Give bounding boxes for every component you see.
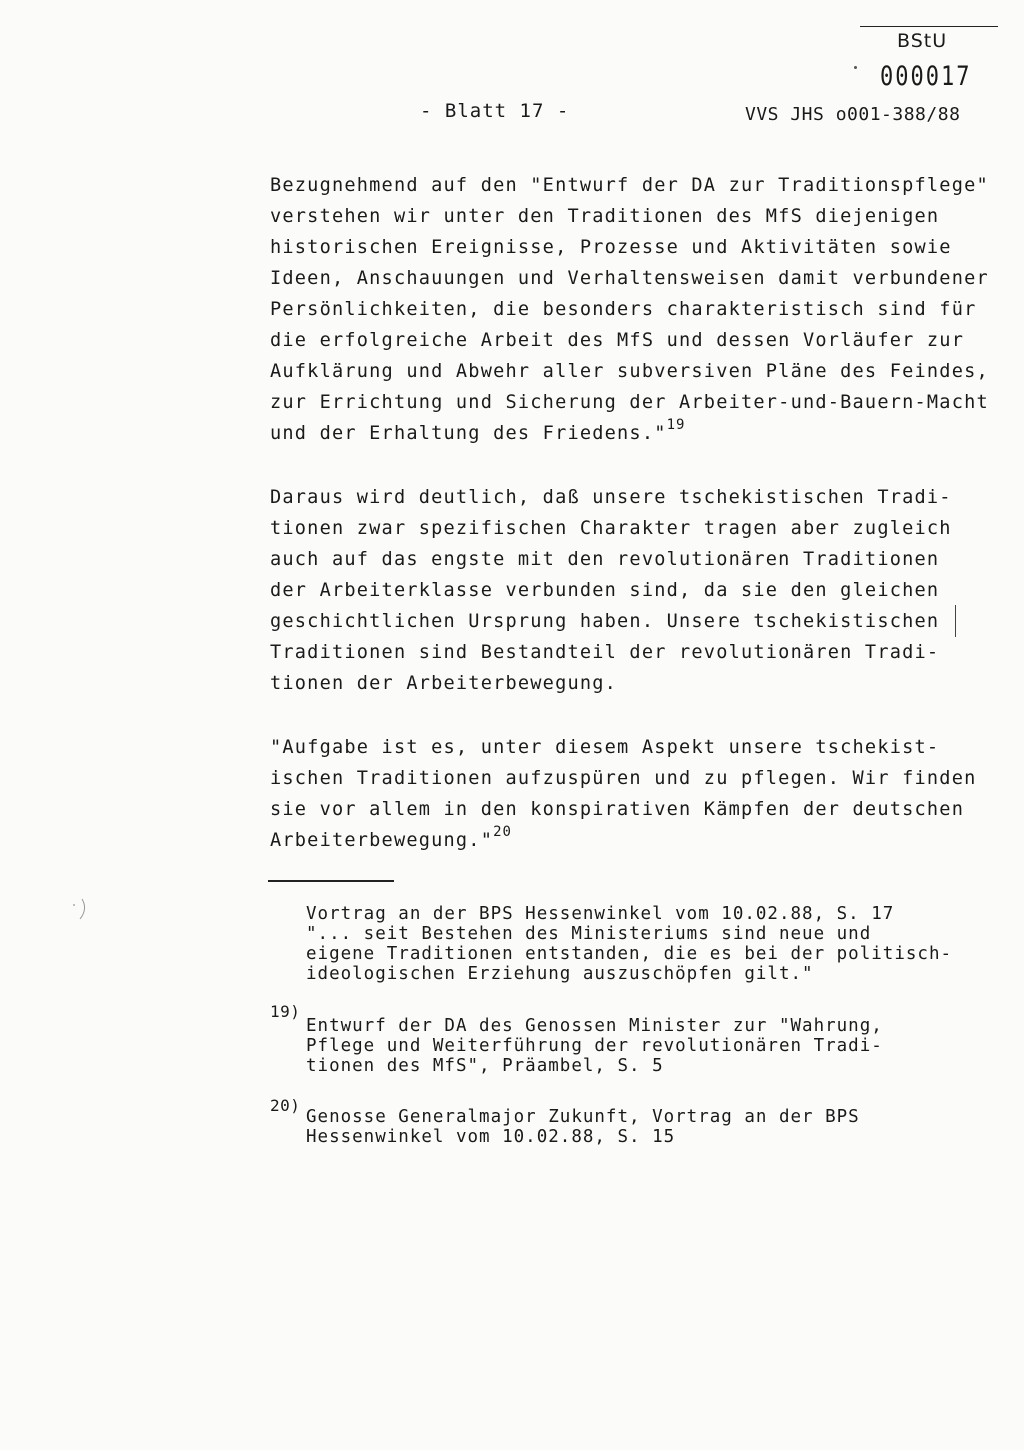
paragraph-line: verstehen wir unter den Traditionen des MfS diejenigen [270, 206, 940, 227]
footnote-line: tionen des MfS", Präambel, S. 5 [306, 1056, 664, 1076]
paragraph-1 [270, 170, 1000, 449]
footnote-marker-20: 20) [270, 1096, 301, 1115]
archive-stamp-label: BStU [897, 30, 948, 52]
footnote-separator [268, 880, 394, 882]
document-reference: VVS JHS o001-388/88 [745, 104, 961, 125]
archive-stamp-number: 000017 [880, 62, 972, 92]
paper-specks [70, 895, 90, 925]
paragraph-line: geschichtlichen Ursprung haben. Unsere tschekistischen [270, 611, 940, 632]
footnote-unnumbered [306, 904, 952, 984]
footnote-line: Vortrag an der BPS Hessenwinkel vom 10.02.88, S. 17 [306, 904, 895, 924]
paragraph-line: tionen zwar spezifischen Charakter tragen aber zugleich [270, 518, 952, 539]
paragraph-3 [270, 732, 1000, 856]
page-number: - Blatt 17 - [420, 100, 570, 122]
paragraph-line: zur Errichtung und Sicherung der Arbeiter-und-Bauern-Macht [270, 392, 989, 413]
footnote-20 [306, 1107, 860, 1147]
paragraph-line: Ideen, Anschauungen und Verhaltensweisen damit verbundener [270, 268, 989, 289]
paragraph-line: sie vor allem in den konspirativen Kämpfen der deutschen [270, 799, 965, 820]
paragraph-2 [270, 482, 1000, 699]
footnote-marker-19: 19) [270, 1002, 301, 1021]
paragraph-line: und der Erhaltung des Friedens." [270, 423, 667, 444]
footnote-ref-20: 20 [493, 824, 512, 840]
paragraph-line: Bezugnehmend auf den "Entwurf der DA zur Traditionspflege" [270, 175, 989, 196]
footnote-line: Pflege und Weiterführung der revolutionären Tradi- [306, 1036, 883, 1056]
paragraph-line: Aufklärung und Abwehr aller subversiven Pläne des Feindes, [270, 361, 989, 382]
footnote-line: "... seit Bestehen des Ministeriums sind neue und [306, 924, 872, 944]
footnote-line: Genosse Generalmajor Zukunft, Vortrag an der BPS [306, 1107, 860, 1127]
paragraph-line: "Aufgabe ist es, unter diesem Aspekt unsere tschekist- [270, 737, 940, 758]
paragraph-line: tionen der Arbeiterbewegung. [270, 673, 618, 694]
paragraph-line: die erfolgreiche Arbeit des MfS und dessen Vorläufer zur [270, 330, 965, 351]
footnote-ref-19: 19 [666, 417, 686, 433]
paragraph-line: Arbeiterbewegung." [270, 830, 494, 851]
paragraph-line: Persönlichkeiten, die besonders charakteristisch sind für [270, 299, 977, 320]
paragraph-line: Daraus wird deutlich, daß unsere tschekistischen Tradi- [270, 487, 952, 508]
footnote-line: ideologischen Erziehung auszuschöpfen gilt." [306, 964, 814, 984]
paragraph-line: auch auf das engste mit den revolutionären Traditionen [270, 549, 940, 570]
paragraph-line: Traditionen sind Bestandteil der revolutionären Tradi- [270, 642, 940, 663]
margin-mark [955, 605, 956, 637]
footnote-19 [306, 1016, 883, 1076]
stamp-speck [854, 66, 857, 69]
footnote-line: eigene Traditionen entstanden, die es bei der politisch- [306, 944, 953, 964]
paragraph-line: historischen Ereignisse, Prozesse und Aktivitäten sowie [270, 237, 952, 258]
paragraph-line: der Arbeiterklasse verbunden sind, da sie den gleichen [270, 580, 940, 601]
footnote-line: Entwurf der DA des Genossen Minister zur "Wahrung, [306, 1016, 883, 1036]
footnote-line: Hessenwinkel vom 10.02.88, S. 15 [306, 1127, 676, 1147]
stamp-rule [860, 26, 998, 27]
paragraph-line: ischen Traditionen aufzuspüren und zu pflegen. Wir finden [270, 768, 977, 789]
